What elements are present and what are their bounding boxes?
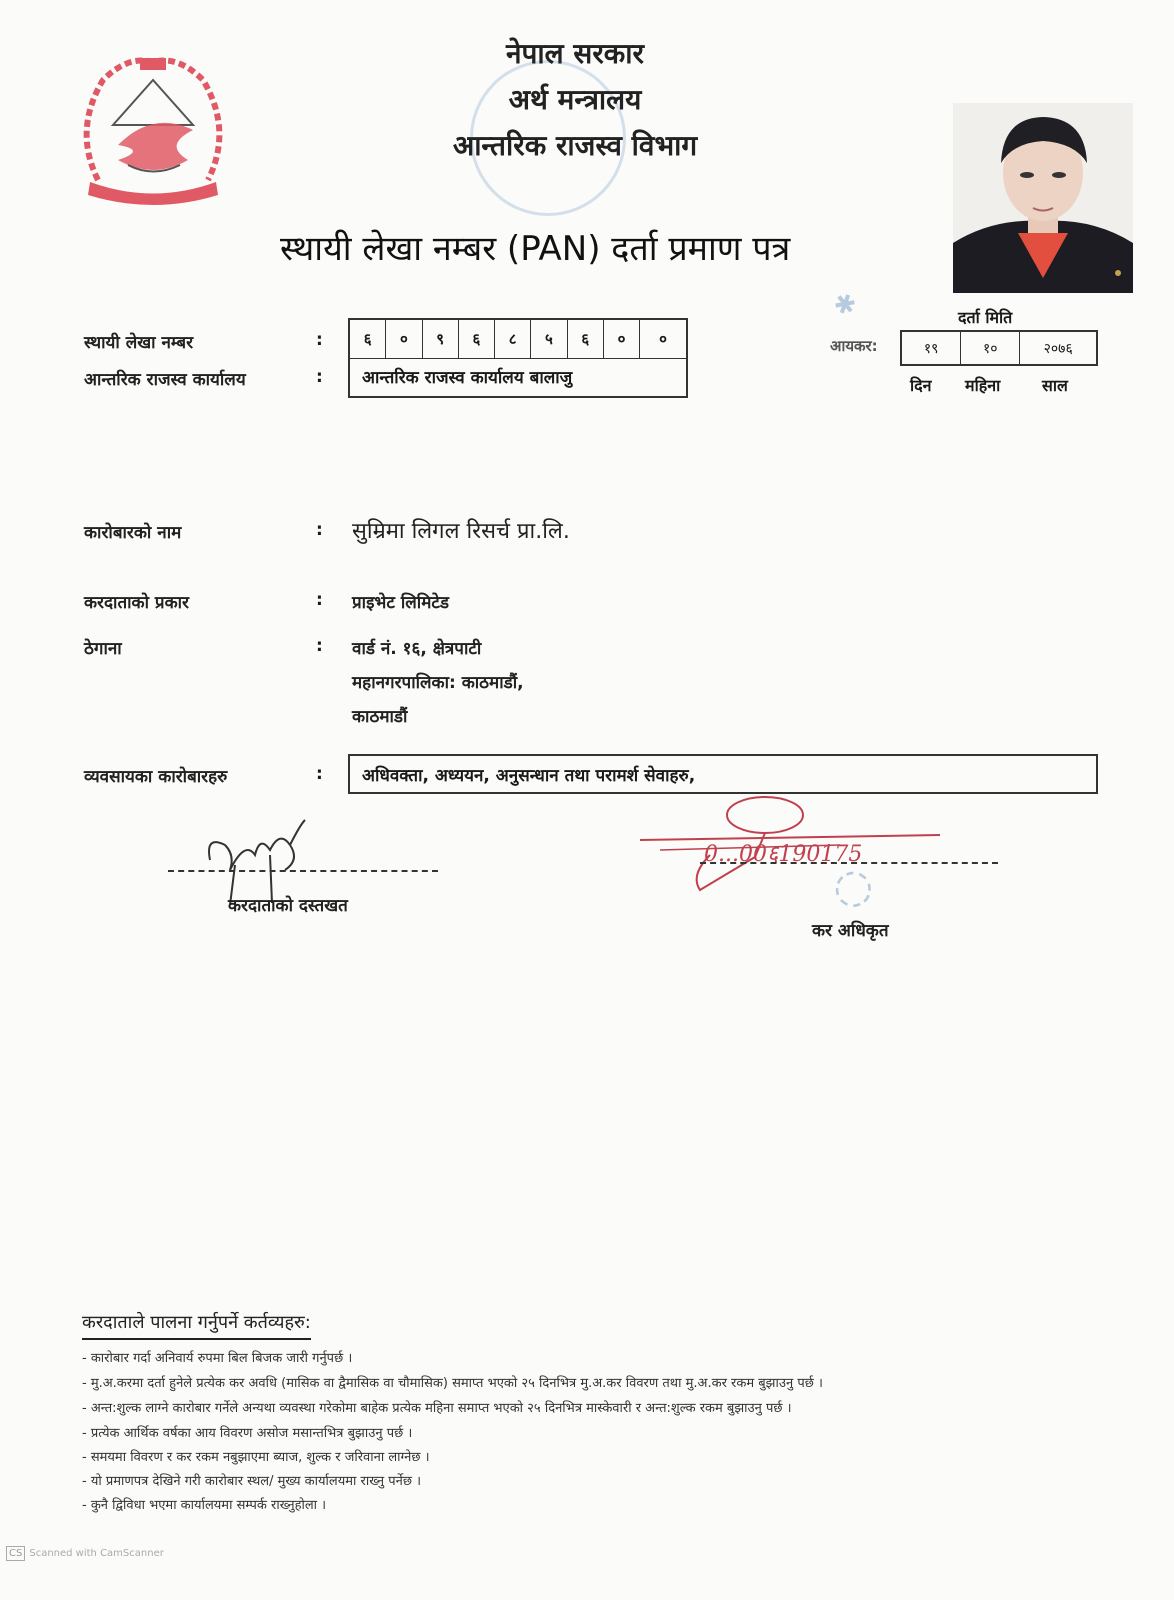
pan-digit: ० [386, 320, 422, 358]
pan-digit: ६ [568, 320, 604, 358]
date-year-label: साल [1042, 376, 1068, 395]
header-department: आन्तरिक राजस्व विभाग [452, 129, 698, 162]
officer-stamp-icon: ✱ [827, 286, 864, 324]
camscanner-text: Scanned with CamScanner [29, 1548, 164, 1559]
duties-title: करदाताले पालना गर्नुपर्ने कर्तव्यहरु: [82, 1310, 311, 1340]
pan-colon: : [316, 330, 323, 350]
duty-item: - कारोबार गर्दा अनिवार्य रुपमा बिल बिजक जारी गर्नुपर्छ । [82, 1351, 353, 1366]
duty-item: - प्रत्येक आर्थिक वर्षका आय विवरण असोज मसान्तभित्र बुझाउनु पर्छ । [82, 1426, 413, 1441]
pan-digit: ९ [423, 320, 459, 358]
date-day-label: दिन [910, 376, 932, 395]
business-name-label: कारोबारको नाम [84, 523, 182, 543]
date-day: १९ [902, 332, 961, 364]
pan-box [348, 318, 688, 398]
taxpayer-type-label: करदाताको प्रकार [84, 593, 189, 613]
address-label: ठेगाना [84, 639, 122, 659]
office-label: आन्तरिक राजस्व कार्यालय [84, 370, 246, 390]
taxpayer-signature-label: करदाताको दस्तखत [228, 896, 348, 916]
taxpayer-signature-line [168, 870, 438, 872]
pan-digit: ० [659, 330, 667, 348]
pan-digits [350, 320, 686, 359]
office-colon: : [316, 367, 323, 387]
taxpayer-photo [953, 103, 1133, 293]
taxpayer-type-value: प्राइभेट लिमिटेड [352, 593, 450, 613]
pan-label: स्थायी लेखा नम्बर [84, 333, 194, 353]
date-month: १० [961, 332, 1020, 364]
pan-digit: ६ [350, 320, 386, 358]
registration-date-box [900, 330, 1098, 366]
camscanner-watermark [6, 1546, 164, 1561]
office-value: आन्तरिक राजस्व कार्यालय बालाजु [362, 368, 573, 388]
address-line2: महानगरपालिका: काठमाडौं, [352, 673, 524, 693]
pan-digit: ६ [459, 320, 495, 358]
duty-item: - समयमा विवरण र कर रकम नबुझाएमा ब्याज, शुल्क र जरिवाना लाग्नेछ । [82, 1450, 430, 1465]
address-line3: काठमाडौं [352, 707, 408, 727]
certificate-title: स्थायी लेखा नम्बर (PAN) दर्ता प्रमाण पत्र [280, 229, 791, 269]
officer-seal-icon: ◌ [816, 855, 884, 919]
business-activities-label: व्यवसायका कारोबारहरु [84, 767, 228, 787]
taxpayer-type-colon: : [316, 590, 323, 610]
camscanner-logo-icon: CS [6, 1546, 25, 1561]
header-government: नेपाल सरकार [505, 37, 645, 70]
pan-digit: ० [604, 320, 640, 358]
registration-date-prefix: आयकर: [830, 337, 878, 355]
pan-digit: ५ [531, 320, 567, 358]
business-name-colon: : [316, 520, 323, 540]
business-name-value: सुम्रिमा लिगल रिसर्च प्रा.लि. [352, 519, 570, 544]
business-activities-colon: : [316, 764, 323, 784]
pan-digit: ८ [495, 320, 531, 358]
date-month-label: महिना [965, 376, 1001, 395]
duty-item: - कुनै द्विविधा भएमा कार्यालयमा सम्पर्क राख्नुहोला । [82, 1498, 327, 1513]
duty-item: - यो प्रमाणपत्र देखिने गरी कारोबार स्थल/ मुख्य कार्यालयमा राख्नु पर्नेछ । [82, 1474, 422, 1489]
duty-item: - अन्त:शुल्क लाग्ने कारोबार गर्नेले अन्यथा व्यवस्था गरेकोमा बाहेक प्रत्येक महिना समाप्त भएको २५ दिनभित्र मास्केवारी र अन्त:शुल्क रकम बुझाउनु पर्छ । [82, 1401, 792, 1416]
header-ministry: अर्थ मन्त्रालय [508, 83, 642, 116]
address-colon: : [316, 636, 323, 656]
registration-date-label: दर्ता मिति [958, 308, 1013, 327]
date-year: २०७६ [1043, 340, 1073, 357]
address-line1: वार्ड नं. १६, क्षेत्रपाटी [352, 639, 482, 659]
officer-signature-label: कर अधिकृत [812, 921, 889, 941]
duty-item: - मु.अ.करमा दर्ता हुनेले प्रत्येक कर अवधि (मासिक वा द्वैमासिक वा चौमासिक) समाप्त भएको २५ दिनभित्र मु.अ.कर विवरण तथा मु.अ.कर रकम बुझाउनु पर्छ । [82, 1376, 823, 1391]
officer-handwritten-number: 0...00६190175 [704, 842, 863, 867]
business-activities-value: अधिवक्ता, अध्ययन, अनुसन्धान तथा परामर्श सेवाहरु, [348, 754, 1098, 794]
